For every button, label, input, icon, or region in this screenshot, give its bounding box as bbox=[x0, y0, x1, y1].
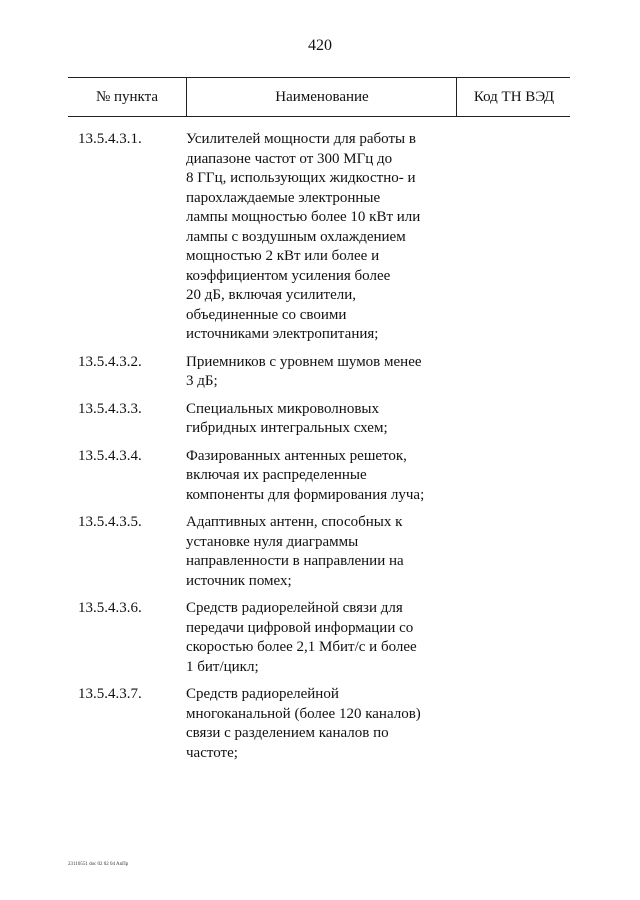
item-name-line: объединенные со своими bbox=[186, 306, 347, 323]
item-name-line: 8 ГГц, использующих жидкостно- и bbox=[186, 170, 416, 186]
item-number: 13.5.4.3.4. bbox=[78, 447, 142, 464]
item-name-line: Адаптивных антенн, способных к bbox=[186, 514, 403, 530]
item-name-line: многоканальной (более 120 каналов) bbox=[186, 705, 421, 722]
item-name-line: коэффициентом усиления более bbox=[186, 267, 391, 284]
item-name-line: Усилителей мощности для работы в bbox=[186, 131, 416, 147]
item-name-line: мощностью 2 кВт или более и bbox=[186, 248, 380, 264]
item-name-line: источниками электропитания; bbox=[186, 326, 379, 342]
table-row bbox=[0, 685, 640, 763]
item-name-line: 20 дБ, включая усилители, bbox=[186, 287, 357, 303]
item-name-line: включая их распределенные bbox=[186, 467, 367, 483]
item-name bbox=[186, 599, 466, 677]
item-name bbox=[186, 400, 466, 439]
table-header bbox=[68, 77, 570, 117]
column-header-name: Наименование bbox=[186, 78, 457, 116]
column-header-tn-ved-code: Код ТН ВЭД bbox=[456, 78, 571, 116]
item-name-line: передачи цифровой информации со bbox=[186, 619, 414, 636]
item-name bbox=[186, 353, 466, 392]
item-number: 13.5.4.3.7. bbox=[78, 686, 142, 702]
item-name bbox=[186, 130, 466, 345]
item-name-line: Приемников с уровнем шумов менее bbox=[186, 353, 422, 370]
item-number: 13.5.4.3.2. bbox=[78, 353, 142, 370]
table-body bbox=[0, 130, 640, 771]
item-number: 13.5.4.3.3. bbox=[78, 400, 142, 417]
column-header-item-number: № пункта bbox=[95, 89, 159, 105]
item-number: 13.5.4.3.1. bbox=[78, 131, 142, 147]
item-name-line: лампы мощностью более 10 кВт или bbox=[186, 209, 421, 225]
item-name-line: 3 дБ; bbox=[186, 373, 218, 389]
item-name-line: Средств радиорелейной связи для bbox=[186, 600, 403, 616]
item-name bbox=[186, 513, 466, 591]
item-name-line: диапазоне частот от 300 МГц до bbox=[186, 150, 393, 167]
item-name-line: 1 бит/цикл; bbox=[186, 658, 259, 675]
item-name-line: направленности в направлении на bbox=[186, 553, 404, 569]
item-number: 13.5.4.3.5. bbox=[78, 514, 142, 530]
page-number: 420 bbox=[308, 37, 332, 54]
item-name-line: парохлаждаемые электронные bbox=[186, 189, 381, 206]
table-row bbox=[0, 353, 640, 392]
item-name-line: лампы с воздушным охлаждением bbox=[186, 228, 406, 245]
item-name-line: скоростью более 2,1 Мбит/с и более bbox=[186, 639, 417, 655]
item-name-line: компоненты для формирования луча; bbox=[186, 486, 425, 503]
table-row bbox=[0, 447, 640, 506]
table-row bbox=[0, 513, 640, 591]
item-name-line: связи с разделением каналов по bbox=[186, 725, 389, 741]
table-row bbox=[0, 130, 640, 345]
item-name bbox=[186, 685, 466, 763]
item-name-line: установке нуля диаграммы bbox=[186, 533, 359, 550]
item-name-line: частоте; bbox=[186, 744, 238, 761]
item-name bbox=[186, 447, 466, 506]
item-name-line: Фазированных антенных решеток, bbox=[186, 447, 407, 464]
item-name-line: Специальных микроволновых bbox=[186, 400, 379, 417]
item-name-line: источник помех; bbox=[186, 572, 292, 589]
table-row bbox=[0, 599, 640, 677]
item-name-line: Средств радиорелейной bbox=[186, 686, 339, 702]
table-row bbox=[0, 400, 640, 439]
document-footer-code: 23110551 doc 02 02 04 AnПр bbox=[68, 862, 129, 867]
item-name-line: гибридных интегральных схем; bbox=[186, 420, 388, 436]
item-number: 13.5.4.3.6. bbox=[78, 600, 142, 616]
